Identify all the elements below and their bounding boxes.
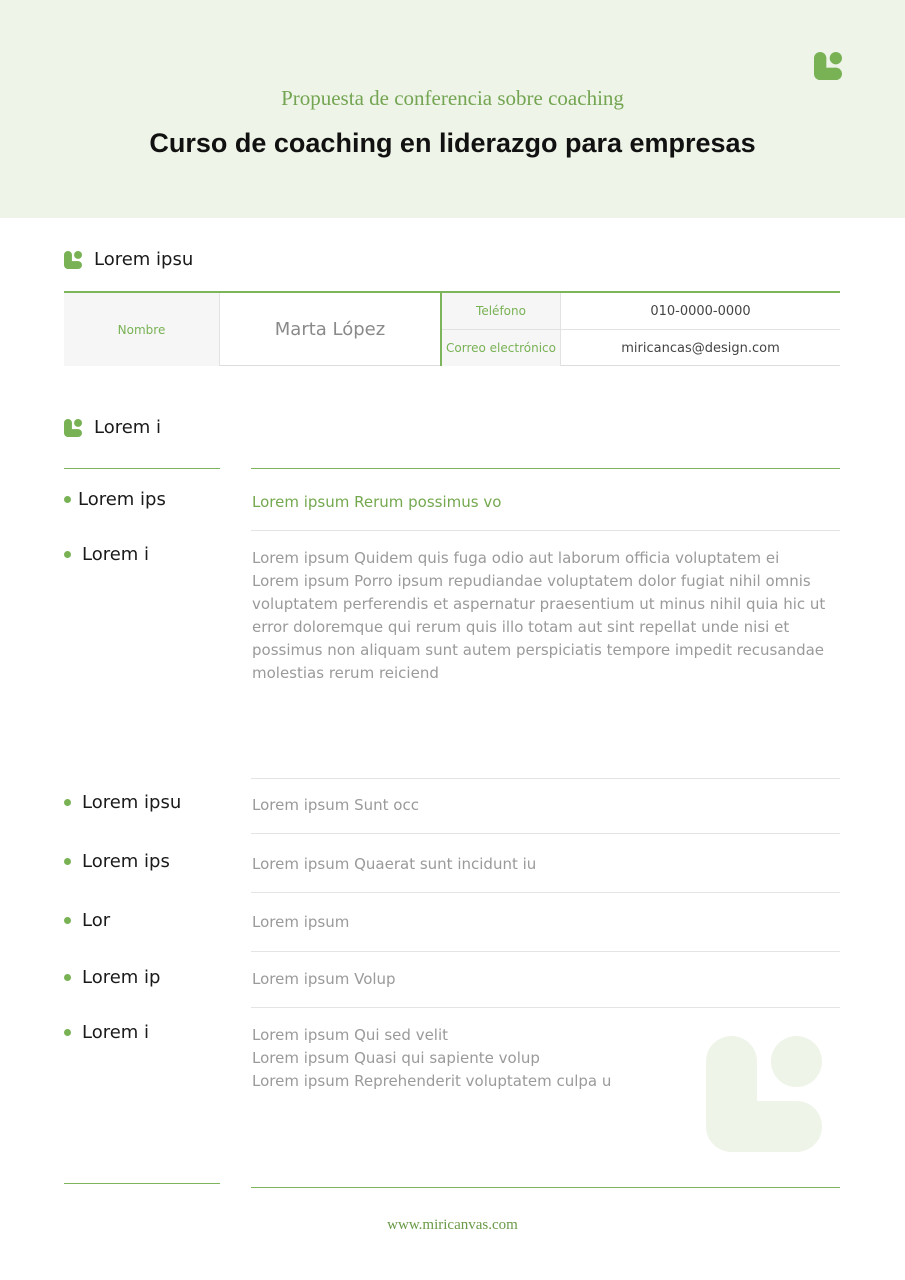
brand-logo-icon [814, 52, 842, 80]
row-value-line: Lorem ipsum Reprehenderit voluptatem culpa u [252, 1072, 612, 1090]
value-column-bottom-rule [251, 1187, 840, 1188]
section-heading-label: Lorem i [94, 417, 162, 438]
contact-info-table [64, 291, 840, 366]
row-value-line: Lorem ipsum Quasi qui sapiente volup [252, 1049, 540, 1067]
row-value-line: error doloremque qui rerum quis illo totam aut sint repellat unde nisi et [252, 618, 790, 636]
bullet-dot [64, 858, 71, 865]
section-heading-details [64, 417, 161, 438]
bullet-dot [64, 1029, 71, 1036]
bullet-dot [64, 799, 71, 806]
phone-value: 010-0000-0000 [561, 293, 840, 330]
row-divider [251, 778, 840, 779]
row-value: Lorem ipsum Rerum possimus vo [252, 493, 502, 511]
row-label: Lor [82, 910, 111, 931]
list-item [64, 967, 161, 988]
label-column-top-rule [64, 468, 220, 469]
list-item [64, 851, 170, 872]
email-value: miricancas@design.com [621, 340, 780, 356]
list-item [64, 1022, 149, 1043]
row-value-line: Lorem ipsum Porro ipsum repudiandae voluptatem dolor fugiat nihil omnis [252, 572, 811, 590]
label-column-bottom-rule [64, 1183, 220, 1184]
page-header [0, 0, 905, 218]
row-value [252, 1024, 832, 1093]
row-value-line: molestias rerum reiciend [252, 664, 439, 682]
row-value: Lorem ipsum Volup [252, 970, 396, 988]
row-value: Lorem ipsum [252, 913, 350, 931]
row-label: Lorem ips [82, 851, 170, 872]
phone-label: Teléfono [442, 293, 561, 330]
value-column-top-rule [251, 468, 840, 469]
row-label: Lorem i [82, 544, 150, 565]
page-subtitle: Propuesta de conferencia sobre coaching [281, 86, 624, 110]
bullet-dot [64, 917, 71, 924]
row-label: Lorem i [82, 1022, 150, 1043]
row-divider [251, 1007, 840, 1008]
row-divider [251, 833, 840, 834]
bullet-dot [64, 496, 71, 503]
name-label: Nombre [64, 293, 220, 366]
row-value-line: voluptatem perferendis et aspernatur praesentium ut minus nihil quia hic ut [252, 595, 826, 613]
row-value-line: possimus non aliquam sunt autem perspiciatis tempore impedit recusandae [252, 641, 825, 659]
bullet-dot [64, 551, 71, 558]
email-label: Correo electrónico [442, 330, 561, 366]
row-value [252, 547, 832, 685]
row-value: Lorem ipsum Sunt occ [252, 796, 419, 814]
section-bullet-icon [64, 419, 82, 437]
row-label: Lorem ips [78, 489, 166, 510]
row-label: Lorem ip [82, 967, 161, 988]
list-item [64, 544, 149, 565]
list-item [64, 910, 110, 931]
row-value-line: Lorem ipsum Quidem quis fuga odio aut laborum officia voluptatem ei [252, 549, 780, 567]
row-value: Lorem ipsum Quaerat sunt incidunt iu [252, 855, 537, 873]
row-divider [251, 892, 840, 893]
row-divider [251, 951, 840, 952]
section-heading-label: Lorem ipsu [94, 249, 194, 270]
row-label: Lorem ipsu [82, 792, 182, 813]
list-item [64, 489, 166, 510]
list-item [64, 792, 181, 813]
footer-url: www.miricanvas.com [387, 1217, 518, 1233]
bullet-dot [64, 974, 71, 981]
row-value-line: Lorem ipsum Qui sed velit [252, 1026, 449, 1044]
page-title: Curso de coaching en liderazgo para empresas [149, 128, 756, 158]
section-bullet-icon [64, 251, 82, 269]
section-heading-profile [64, 249, 193, 270]
name-value: Marta López [274, 319, 386, 340]
row-divider [251, 530, 840, 531]
